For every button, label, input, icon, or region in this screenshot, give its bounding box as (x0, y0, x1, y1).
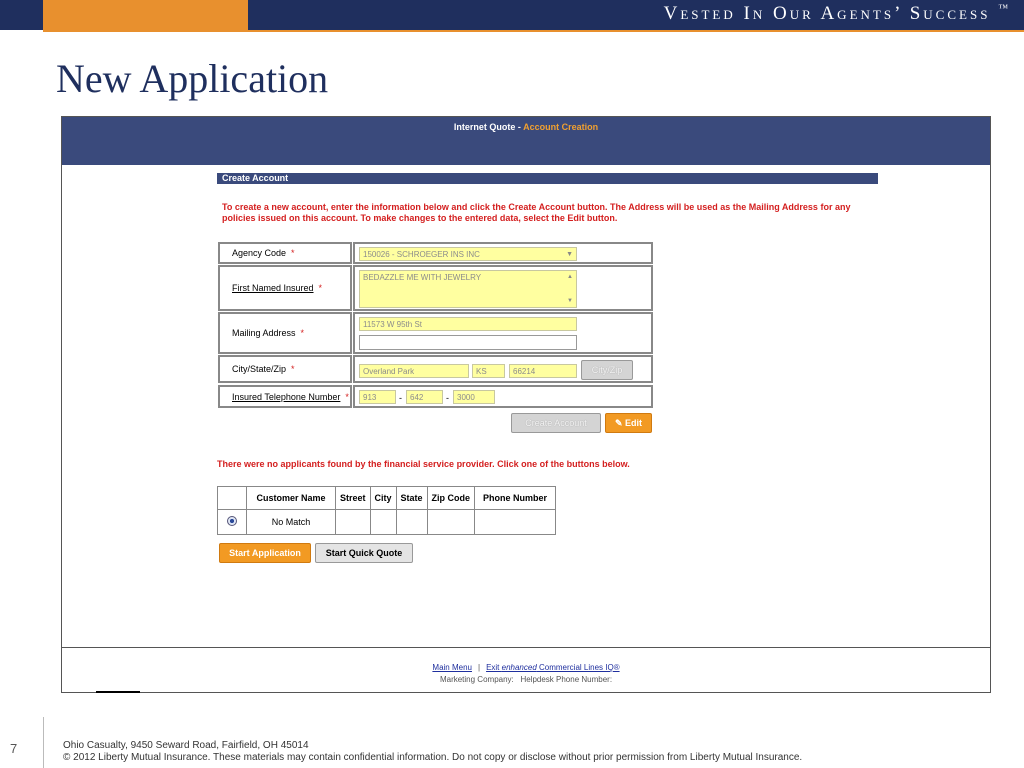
scroll-up-icon[interactable]: ▲ (567, 274, 573, 280)
mailing-address-line1-input[interactable]: 11573 W 95th St (359, 317, 577, 331)
footer-address: Ohio Casualty, 9450 Seward Road, Fairfield, OH 45014 (63, 740, 309, 751)
footer-mark (96, 691, 140, 693)
zip-input[interactable]: 66214 (509, 364, 577, 378)
state-cell (396, 510, 427, 535)
agency-code-label: Agency Code * (218, 242, 352, 264)
city-state-zip-cell (353, 355, 653, 383)
phone-number-header: Phone Number (475, 487, 556, 510)
phone-line-input[interactable]: 3000 (453, 390, 495, 404)
results-header-row (218, 487, 556, 510)
no-applicants-message: There were no applicants found by the financial service provider. Click one of the buttons below. (217, 459, 630, 469)
mailing-address-line2-input[interactable] (359, 335, 577, 350)
row-select-cell (218, 510, 247, 535)
app-header (62, 117, 990, 165)
city-state-zip-label: City/State/Zip * (218, 355, 352, 383)
state-input[interactable]: KS (472, 364, 505, 378)
zip-cell (427, 510, 475, 535)
street-cell (336, 510, 371, 535)
first-named-insured-cell (353, 265, 653, 311)
select-column-header (218, 487, 247, 510)
phone-dash-2: - (446, 393, 449, 403)
orange-accent-block (43, 0, 248, 30)
footer-pipe: | (477, 663, 481, 672)
phone-cell (475, 510, 556, 535)
customer-name-cell: No Match (247, 510, 336, 535)
app-window (61, 116, 991, 693)
table-row[interactable] (218, 510, 556, 535)
results-table (217, 486, 556, 535)
start-application-button[interactable]: Start Application (219, 543, 311, 563)
slide-tagline: Vested In Our Agents’ Success ™ (663, 3, 1008, 24)
scroll-down-icon[interactable]: ▼ (567, 298, 573, 304)
city-input[interactable]: Overland Park (359, 364, 469, 378)
agency-code-cell (353, 242, 653, 264)
first-named-insured-textarea[interactable]: BEDAZZLE ME WITH JEWELRY ▲ ▼ (359, 270, 577, 308)
chevron-down-icon: ▼ (566, 251, 573, 258)
agency-code-select[interactable]: 150026 - SCHROEGER INS INC ▼ (359, 247, 577, 261)
telephone-cell (353, 385, 653, 408)
state-header: State (396, 487, 427, 510)
start-quick-quote-button[interactable]: Start Quick Quote (315, 543, 413, 563)
app-header-title: Internet Quote - Account Creation (453, 122, 599, 132)
customer-name-header: Customer Name (247, 487, 336, 510)
create-account-section-bar: Create Account (217, 173, 878, 184)
edit-button[interactable]: ✎ Edit (605, 413, 652, 433)
no-match-radio[interactable] (227, 516, 237, 526)
zip-code-header: Zip Code (427, 487, 475, 510)
city-cell (370, 510, 396, 535)
pencil-icon: ✎ (614, 418, 623, 428)
mailing-address-label: Mailing Address * (218, 312, 352, 354)
slide-footer-rule (43, 717, 44, 768)
footer-divider (62, 647, 990, 648)
exit-link[interactable]: Exit enhanced Commercial Lines IQ® (486, 663, 620, 672)
create-account-button[interactable]: Create Account (511, 413, 601, 433)
mailing-address-cell (353, 312, 653, 354)
city-header: City (370, 487, 396, 510)
slide-title: New Application (56, 56, 329, 101)
footer-info: Marketing Company: Helpdesk Phone Number: (439, 675, 613, 684)
telephone-label: Insured Telephone Number * (218, 385, 352, 408)
footer-copyright: © 2012 Liberty Mutual Insurance. These materials may contain confidential information. Do not copy or disclose without prior permission from Liberty Mutual Insurance. (63, 752, 803, 763)
phone-area-input[interactable]: 913 (359, 390, 396, 404)
footer-links (62, 663, 990, 672)
page-number: 7 (10, 741, 18, 756)
phone-dash-1: - (399, 393, 402, 403)
orange-divider (43, 30, 1024, 32)
first-named-insured-label: First Named Insured * (218, 265, 352, 311)
phone-prefix-input[interactable]: 642 (406, 390, 443, 404)
main-menu-link[interactable]: Main Menu (432, 663, 472, 672)
slide-top-bar (0, 0, 1024, 30)
city-zip-button[interactable]: City/Zip (581, 360, 633, 380)
street-header: Street (336, 487, 371, 510)
instructions-text: To create a new account, enter the information below and click the Create Account button. The Address will be used as the Mailing Address for any policies issued on this account. To make changes to the entered data, select the Edit button. (222, 202, 851, 223)
